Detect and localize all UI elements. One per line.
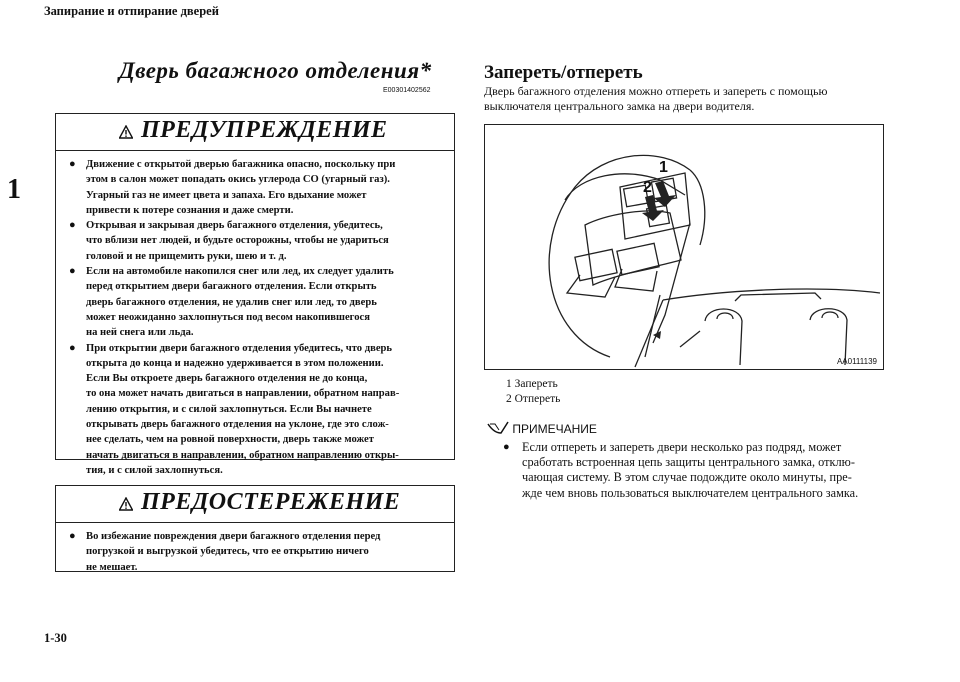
section-code: E00301402562 bbox=[383, 87, 431, 94]
page-number: 1-30 bbox=[44, 631, 67, 645]
caution-item-1 bbox=[66, 529, 446, 575]
text-line: Если отпереть и запереть двери несколько раз подряд, может bbox=[522, 440, 842, 454]
note-pen-icon bbox=[487, 421, 509, 435]
legend-text: Отпереть bbox=[514, 393, 561, 405]
warning-item-2 bbox=[66, 218, 446, 264]
warning-triangle-icon bbox=[119, 497, 133, 511]
text-line: открывать дверь багажного отделения на уклоне, где это слож- bbox=[86, 419, 389, 431]
caution-box bbox=[55, 485, 455, 572]
note-item-1 bbox=[503, 440, 883, 501]
legend-num: 1 bbox=[506, 378, 512, 390]
text-line: что вблизи нет людей, и будьте осторожны, чтобы не удариться bbox=[86, 235, 389, 247]
text-line: жде чем вновь пользоваться выключателем центрального замка. bbox=[522, 485, 859, 500]
figure-code: AA0111139 bbox=[836, 357, 877, 366]
text-line: Во избежание повреждения двери багажного отделения перед bbox=[86, 531, 381, 542]
legend-text: Запереть bbox=[514, 378, 558, 390]
bullet-icon: ● bbox=[69, 265, 76, 278]
text-line: Угарный газ не имеет цвета и запаха. Его вдыхание может bbox=[86, 189, 367, 201]
figure-label-2: 2 bbox=[643, 179, 652, 196]
bullet-icon: ● bbox=[69, 158, 76, 170]
legend-item bbox=[506, 392, 560, 407]
text-line: Движение с открытой дверью багажника опасно, поскольку при bbox=[86, 159, 396, 170]
text-line: привести к потере сознания и даже смерти. bbox=[86, 204, 294, 216]
page-header: Запирание и отпирание дверей bbox=[44, 4, 219, 18]
text-line: При открытии двери багажного отделения убедитесь, что дверь bbox=[86, 342, 393, 354]
text-line: нее сделать, чем на ровной поверхности, дверь также может bbox=[86, 434, 374, 446]
text-line: чающая систему. В этом случае подождите около минуты, пре- bbox=[522, 470, 852, 485]
text-line: тия, и с силой захлопнуться. bbox=[86, 464, 223, 476]
warning-header bbox=[56, 114, 454, 151]
warning-item-1 bbox=[66, 157, 446, 218]
text-line: начать двигаться в направлении, обратном направлению откры- bbox=[86, 449, 399, 461]
text-line: на ней снега или льда. bbox=[86, 327, 194, 339]
lock-section-paragraph: Дверь багажного отделения можно отпереть и запереть с помощью выключателя центрального замка на двери водителя. bbox=[484, 84, 828, 113]
text-line: дверь багажного отделения, не удалив снег или лед, то дверь bbox=[86, 296, 377, 308]
note-header bbox=[487, 421, 597, 436]
section-title: Дверь багажного отделения* bbox=[119, 58, 432, 83]
text-line: может неожиданно захлопнуться под весом накопившегося bbox=[86, 311, 370, 323]
bullet-icon: ● bbox=[69, 341, 76, 354]
text-line: Если Вы откроете дверь багажного отделения не до конца, bbox=[86, 373, 368, 385]
figure-legend bbox=[506, 377, 560, 407]
caution-title: ПРЕДОСТЕРЕЖЕНИЕ bbox=[141, 489, 401, 515]
door-switch-figure bbox=[484, 124, 884, 370]
text-line: погрузкой и выгрузкой убедитесь, что ее открытию ничего bbox=[86, 546, 369, 558]
text-line: перед открытием двери багажного отделения. Если открыть bbox=[86, 281, 377, 293]
text-line: открыта до конца и надежно удерживается в этом положении. bbox=[86, 357, 384, 369]
warning-item-3 bbox=[66, 264, 446, 340]
warning-box bbox=[55, 113, 455, 476]
warning-triangle-icon bbox=[119, 125, 133, 139]
legend-num: 2 bbox=[506, 393, 512, 405]
text-line: сработать встроенная цепь защиты центрального замка, отклю- bbox=[522, 455, 855, 470]
note-body bbox=[503, 440, 883, 501]
caution-body bbox=[56, 523, 454, 575]
text-line: лению открытия, и с силой захлопнуться. Если Вы начнете bbox=[86, 403, 372, 415]
lock-section-title: Запереть/отпереть bbox=[484, 62, 643, 83]
bullet-icon: ● bbox=[69, 530, 76, 542]
text-line: Если на автомобиле накопился снег или лед, их следует удалить bbox=[86, 266, 394, 278]
warning-body bbox=[56, 151, 454, 478]
chapter-number: 1 bbox=[7, 174, 21, 205]
text-line: этом в салон может попадать окись углерода СО (угарный газ). bbox=[86, 174, 390, 186]
note-title: ПРИМЕЧАНИЕ bbox=[512, 422, 597, 436]
text-line: головой и не прищемить руки, шею и т. д. bbox=[86, 250, 287, 262]
text-line: то она может начать двигаться в направлении, обратном направ- bbox=[86, 388, 400, 400]
warning-title: ПРЕДУПРЕЖДЕНИЕ bbox=[141, 117, 388, 143]
bullet-icon: ● bbox=[69, 219, 76, 232]
text-line: Открывая и закрывая дверь багажного отделения, убедитесь, bbox=[86, 220, 383, 232]
bullet-icon: ● bbox=[503, 441, 510, 453]
legend-item bbox=[506, 377, 560, 392]
warning-item-4 bbox=[66, 341, 446, 479]
door-switch-illustration bbox=[485, 125, 884, 370]
text-line: не мешает. bbox=[86, 561, 138, 573]
figure-label-1: 1 bbox=[659, 159, 668, 176]
caution-header bbox=[56, 486, 454, 523]
